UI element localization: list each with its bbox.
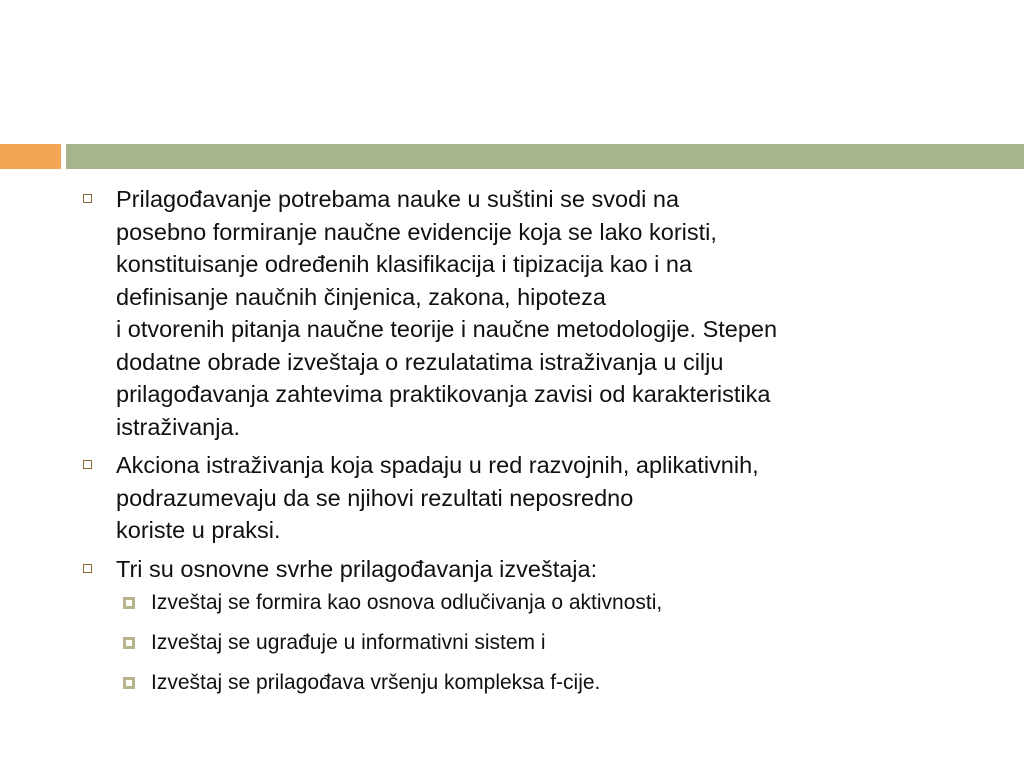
slide-content bbox=[80, 183, 980, 709]
sub-bullet-item bbox=[116, 589, 980, 617]
bullet-text-line: koriste u praksi. bbox=[116, 517, 281, 543]
bullet-text-line: prilagođavanja zahtevima praktikovanja zavisi od karakteristika bbox=[116, 381, 771, 407]
bullet-text-line: Tri su osnovne svrhe prilagođavanja izveštaja: bbox=[116, 555, 598, 582]
filled-square-bullet-icon bbox=[123, 637, 135, 649]
bullet-text-line: dodatne obrade izveštaja o rezulatatima istraživanja u cilju bbox=[116, 348, 724, 375]
bullet-text-line: Akciona istraživanja koja spadaju u red razvojnih, aplikativnih, bbox=[116, 452, 759, 478]
bullet-text-line: posebno formiranje naučne evidencije koja se lako koristi, bbox=[116, 218, 717, 245]
sub-bullet-list bbox=[116, 589, 980, 697]
bullet-item-3 bbox=[80, 553, 980, 698]
square-bullet-icon bbox=[83, 564, 92, 573]
filled-square-bullet-icon bbox=[123, 677, 135, 689]
bullet-text-line: i otvorenih pitanja naučne teorije i naučne metodologije. Stepen bbox=[116, 316, 778, 342]
sub-bullet-text: Izveštaj se formira kao osnova odlučivanja o aktivnosti, bbox=[151, 591, 663, 614]
header-accent-green bbox=[66, 144, 1024, 169]
filled-square-bullet-icon bbox=[123, 597, 135, 609]
bullet-text-line: definisanje naučnih činjenica, zakona, hipoteza bbox=[116, 283, 606, 310]
sub-bullet-text: Izveštaj se ugrađuje u informativni sistem i bbox=[151, 631, 546, 654]
bullet-list bbox=[80, 183, 980, 697]
bullet-item-2 bbox=[80, 449, 980, 547]
sub-bullet-text: Izveštaj se prilagođava vršenju kompleksa f-cije. bbox=[151, 671, 601, 694]
bullet-text-line: istraživanja. bbox=[116, 413, 241, 440]
header-accent-orange bbox=[0, 144, 61, 169]
sub-bullet-item bbox=[116, 629, 980, 657]
square-bullet-icon bbox=[83, 460, 92, 469]
sub-bullet-item bbox=[116, 669, 980, 697]
bullet-text-line: konstituisanje određenih klasifikacija i tipizacija kao i na bbox=[116, 251, 693, 277]
square-bullet-icon bbox=[83, 194, 92, 203]
bullet-item-1 bbox=[80, 183, 980, 443]
bullet-text-line: podrazumevaju da se njihovi rezultati neposredno bbox=[116, 484, 634, 511]
bullet-text-line: Prilagođavanje potrebama nauke u suštini se svodi na bbox=[116, 186, 680, 212]
